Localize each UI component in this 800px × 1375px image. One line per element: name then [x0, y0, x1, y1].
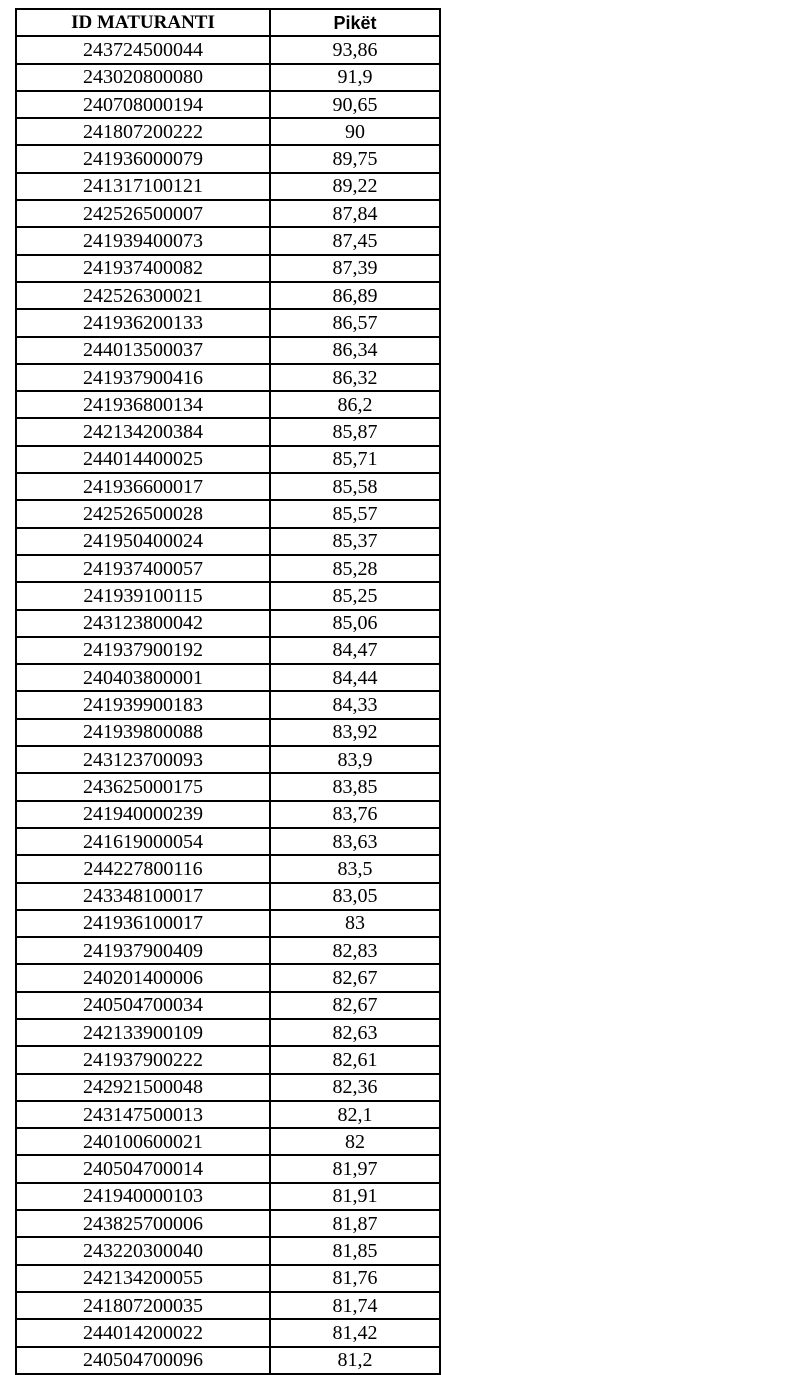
- cell-piket: 83,9: [270, 746, 440, 773]
- cell-id-maturanti: 240201400006: [16, 964, 270, 991]
- table-row: [16, 173, 440, 200]
- table-row: [16, 500, 440, 527]
- cell-piket: 83,76: [270, 801, 440, 828]
- table-row: [16, 255, 440, 282]
- cell-id-maturanti: 242526500028: [16, 500, 270, 527]
- table-row: [16, 691, 440, 718]
- cell-piket: 81,74: [270, 1292, 440, 1319]
- cell-id-maturanti: 243825700006: [16, 1210, 270, 1237]
- cell-id-maturanti: 242921500048: [16, 1074, 270, 1101]
- cell-id-maturanti: 241937900222: [16, 1046, 270, 1073]
- header-piket: Pikët: [270, 9, 440, 36]
- cell-id-maturanti: 241937900192: [16, 637, 270, 664]
- cell-piket: 85,06: [270, 610, 440, 637]
- table-row: [16, 992, 440, 1019]
- table-row: [16, 828, 440, 855]
- cell-piket: 85,25: [270, 582, 440, 609]
- header-row: [16, 9, 440, 36]
- cell-piket: 81,91: [270, 1183, 440, 1210]
- table-row: [16, 1183, 440, 1210]
- cell-id-maturanti: 243625000175: [16, 773, 270, 800]
- cell-piket: 82,61: [270, 1046, 440, 1073]
- cell-id-maturanti: 241939100115: [16, 582, 270, 609]
- cell-id-maturanti: 241317100121: [16, 173, 270, 200]
- table-row: [16, 200, 440, 227]
- header-id-maturanti: ID MATURANTI: [16, 9, 270, 36]
- cell-id-maturanti: 241937400082: [16, 255, 270, 282]
- cell-piket: 86,89: [270, 282, 440, 309]
- cell-piket: 87,84: [270, 200, 440, 227]
- cell-id-maturanti: 244014400025: [16, 446, 270, 473]
- table-row: [16, 1319, 440, 1346]
- table-row: [16, 855, 440, 882]
- cell-piket: 82,36: [270, 1074, 440, 1101]
- cell-piket: 91,9: [270, 64, 440, 91]
- cell-id-maturanti: 241936200133: [16, 309, 270, 336]
- cell-piket: 85,37: [270, 528, 440, 555]
- cell-id-maturanti: 241807200222: [16, 118, 270, 145]
- cell-piket: 83,85: [270, 773, 440, 800]
- cell-piket: 89,22: [270, 173, 440, 200]
- table-row: [16, 1074, 440, 1101]
- cell-piket: 82,63: [270, 1019, 440, 1046]
- table-row: [16, 637, 440, 664]
- table-row: [16, 64, 440, 91]
- table-row: [16, 555, 440, 582]
- table-row: [16, 746, 440, 773]
- cell-piket: 87,45: [270, 227, 440, 254]
- cell-id-maturanti: 244014200022: [16, 1319, 270, 1346]
- cell-piket: 82,1: [270, 1101, 440, 1128]
- cell-id-maturanti: 241936000079: [16, 145, 270, 172]
- cell-piket: 86,32: [270, 364, 440, 391]
- cell-piket: 93,86: [270, 36, 440, 63]
- cell-id-maturanti: 243123800042: [16, 610, 270, 637]
- table-row: [16, 227, 440, 254]
- cell-piket: 81,42: [270, 1319, 440, 1346]
- cell-id-maturanti: 241937900416: [16, 364, 270, 391]
- cell-piket: 82,67: [270, 964, 440, 991]
- results-table: [15, 8, 441, 1375]
- table-row: [16, 1265, 440, 1292]
- table-row: [16, 337, 440, 364]
- cell-id-maturanti: 242133900109: [16, 1019, 270, 1046]
- table-row: [16, 883, 440, 910]
- cell-id-maturanti: 241619000054: [16, 828, 270, 855]
- table-row: [16, 1128, 440, 1155]
- table-row: [16, 145, 440, 172]
- table-row: [16, 118, 440, 145]
- cell-piket: 83: [270, 910, 440, 937]
- cell-piket: 85,57: [270, 500, 440, 527]
- cell-id-maturanti: 242526500007: [16, 200, 270, 227]
- cell-piket: 85,28: [270, 555, 440, 582]
- cell-piket: 85,58: [270, 473, 440, 500]
- cell-id-maturanti: 241937400057: [16, 555, 270, 582]
- cell-id-maturanti: 244227800116: [16, 855, 270, 882]
- cell-id-maturanti: 244013500037: [16, 337, 270, 364]
- cell-piket: 83,63: [270, 828, 440, 855]
- cell-piket: 90: [270, 118, 440, 145]
- table-row: [16, 1046, 440, 1073]
- cell-id-maturanti: 243220300040: [16, 1237, 270, 1264]
- cell-piket: 83,5: [270, 855, 440, 882]
- cell-piket: 84,33: [270, 691, 440, 718]
- cell-id-maturanti: 243348100017: [16, 883, 270, 910]
- cell-id-maturanti: 240504700034: [16, 992, 270, 1019]
- table-row: [16, 910, 440, 937]
- table-row: [16, 664, 440, 691]
- cell-id-maturanti: 241939400073: [16, 227, 270, 254]
- cell-id-maturanti: 240504700014: [16, 1155, 270, 1182]
- cell-id-maturanti: 240403800001: [16, 664, 270, 691]
- cell-id-maturanti: 241936800134: [16, 391, 270, 418]
- cell-piket: 85,87: [270, 418, 440, 445]
- cell-id-maturanti: 241940000239: [16, 801, 270, 828]
- table-row: [16, 964, 440, 991]
- cell-piket: 87,39: [270, 255, 440, 282]
- cell-id-maturanti: 243123700093: [16, 746, 270, 773]
- table-row: [16, 391, 440, 418]
- table-row: [16, 937, 440, 964]
- table-row: [16, 473, 440, 500]
- table-row: [16, 364, 440, 391]
- cell-piket: 82: [270, 1128, 440, 1155]
- cell-piket: 84,44: [270, 664, 440, 691]
- cell-piket: 82,67: [270, 992, 440, 1019]
- table-row: [16, 1155, 440, 1182]
- table-row: [16, 1292, 440, 1319]
- table-row: [16, 1347, 440, 1374]
- cell-piket: 81,85: [270, 1237, 440, 1264]
- table-row: [16, 36, 440, 63]
- cell-id-maturanti: 240708000194: [16, 91, 270, 118]
- cell-id-maturanti: 243147500013: [16, 1101, 270, 1128]
- cell-piket: 81,87: [270, 1210, 440, 1237]
- cell-id-maturanti: 242134200055: [16, 1265, 270, 1292]
- cell-piket: 86,2: [270, 391, 440, 418]
- cell-id-maturanti: 242134200384: [16, 418, 270, 445]
- cell-id-maturanti: 241939800088: [16, 719, 270, 746]
- table-row: [16, 282, 440, 309]
- cell-id-maturanti: 240504700096: [16, 1347, 270, 1374]
- cell-id-maturanti: 241807200035: [16, 1292, 270, 1319]
- table-row: [16, 446, 440, 473]
- cell-piket: 81,2: [270, 1347, 440, 1374]
- cell-piket: 86,57: [270, 309, 440, 336]
- table-row: [16, 801, 440, 828]
- cell-piket: 81,76: [270, 1265, 440, 1292]
- cell-piket: 83,05: [270, 883, 440, 910]
- cell-id-maturanti: 242526300021: [16, 282, 270, 309]
- cell-piket: 84,47: [270, 637, 440, 664]
- cell-id-maturanti: 241937900409: [16, 937, 270, 964]
- cell-piket: 83,92: [270, 719, 440, 746]
- cell-piket: 86,34: [270, 337, 440, 364]
- cell-piket: 89,75: [270, 145, 440, 172]
- table-row: [16, 773, 440, 800]
- table-header: [16, 9, 440, 36]
- cell-piket: 85,71: [270, 446, 440, 473]
- cell-piket: 90,65: [270, 91, 440, 118]
- table-body: [16, 36, 440, 1374]
- table-row: [16, 1210, 440, 1237]
- cell-id-maturanti: 243724500044: [16, 36, 270, 63]
- table-row: [16, 610, 440, 637]
- cell-id-maturanti: 241939900183: [16, 691, 270, 718]
- cell-id-maturanti: 240100600021: [16, 1128, 270, 1155]
- table-row: [16, 91, 440, 118]
- cell-piket: 81,97: [270, 1155, 440, 1182]
- cell-piket: 82,83: [270, 937, 440, 964]
- table-row: [16, 418, 440, 445]
- cell-id-maturanti: 241940000103: [16, 1183, 270, 1210]
- cell-id-maturanti: 241936100017: [16, 910, 270, 937]
- cell-id-maturanti: 241936600017: [16, 473, 270, 500]
- table-row: [16, 1019, 440, 1046]
- table-row: [16, 582, 440, 609]
- table-row: [16, 719, 440, 746]
- table-row: [16, 309, 440, 336]
- cell-id-maturanti: 241950400024: [16, 528, 270, 555]
- results-sheet: [15, 8, 441, 1375]
- table-row: [16, 528, 440, 555]
- cell-id-maturanti: 243020800080: [16, 64, 270, 91]
- table-row: [16, 1237, 440, 1264]
- table-row: [16, 1101, 440, 1128]
